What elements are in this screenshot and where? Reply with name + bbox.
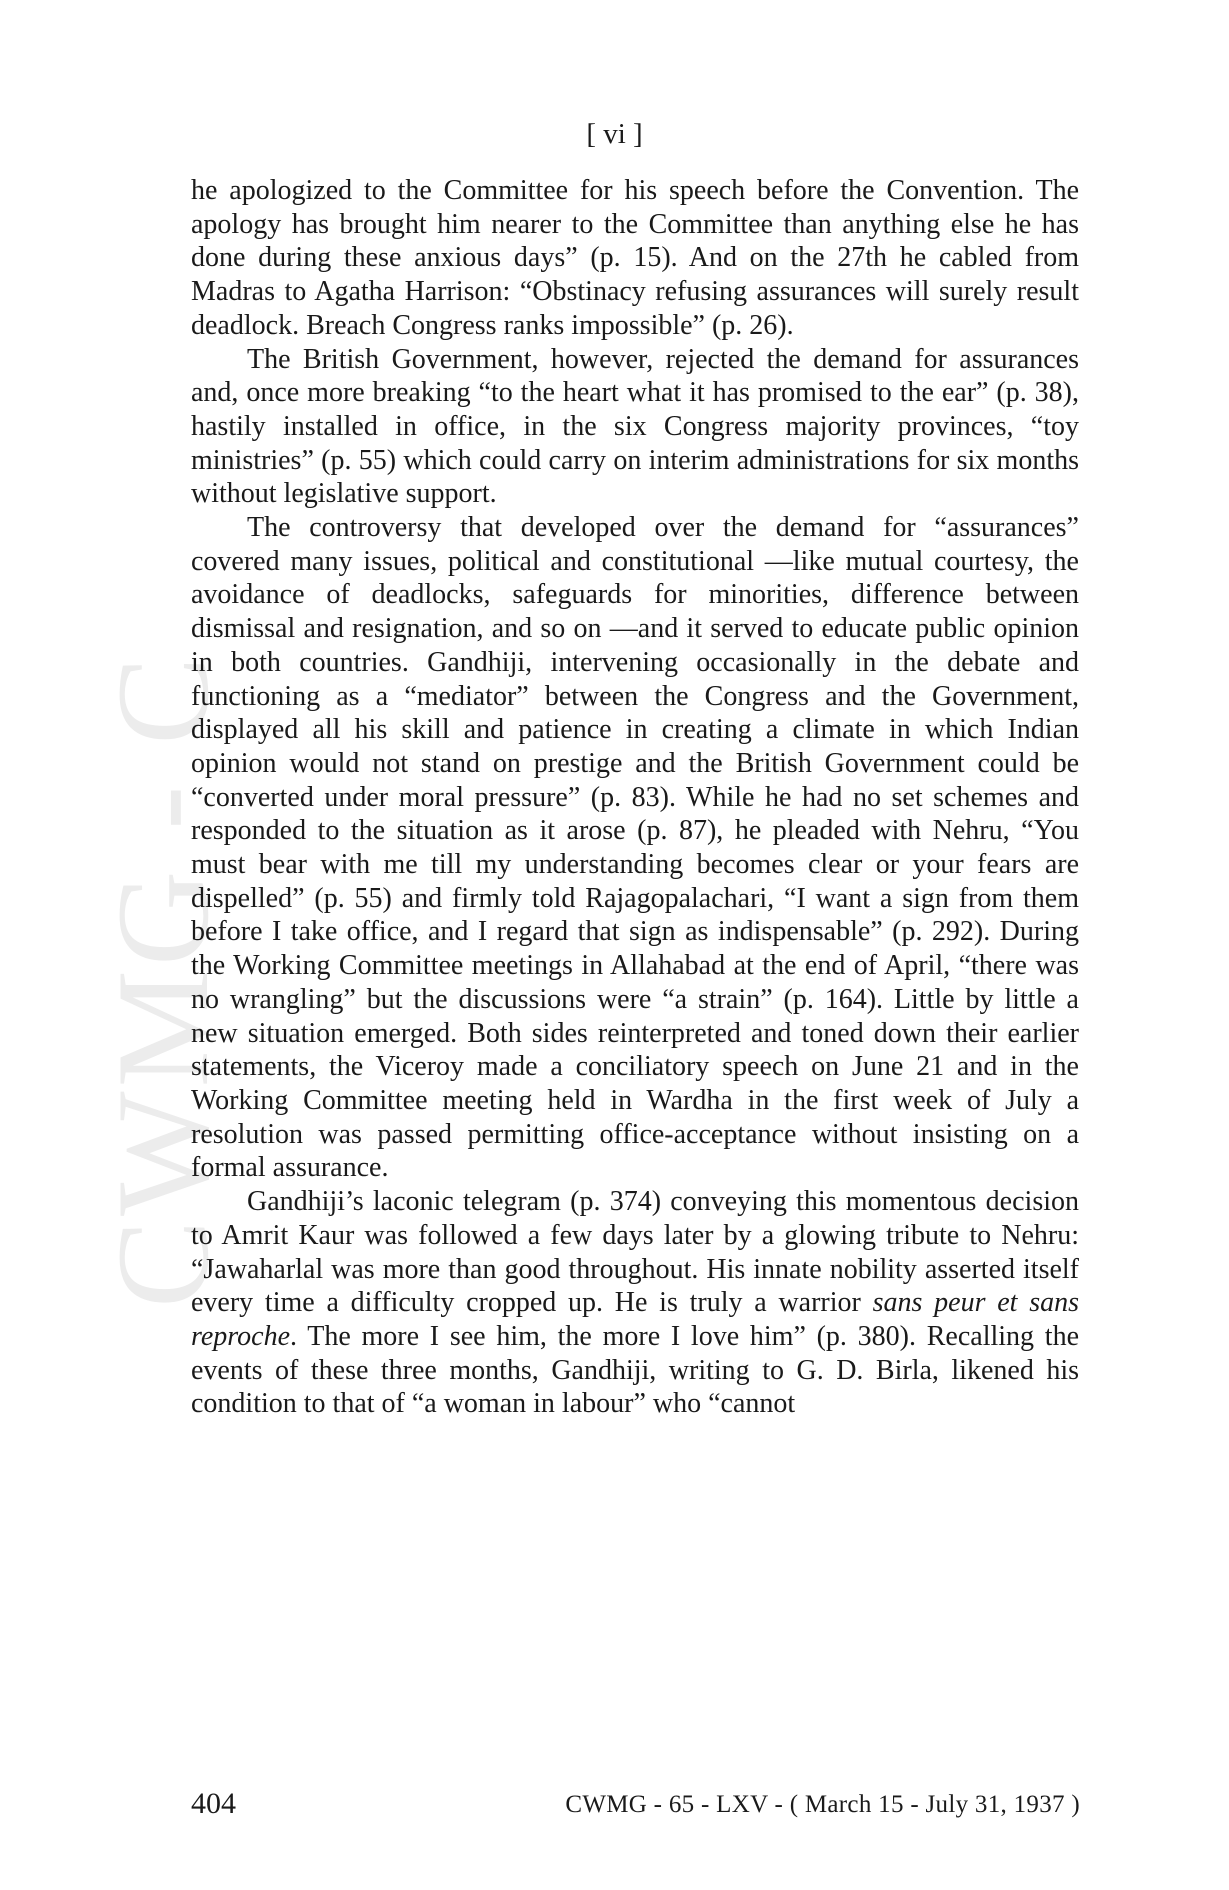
watermark: CWMG - C (89, 652, 236, 1308)
paragraph (191, 511, 1079, 1185)
source-citation: CWMG - 65 - LXV - ( March 15 - July 31, 1937 ) (565, 1791, 1080, 1818)
paragraph (191, 343, 1079, 512)
paragraph (191, 1185, 1079, 1421)
italic-phrase: sans peur et sans reproche (191, 1287, 1079, 1352)
page-number: 404 (191, 1787, 236, 1820)
text-run: The British Government, however, rejected the demand for assurances and, once more breaking “to the heart what it has promised to the ear” (p. 38), hastily installed in office, in the six Congress majority provinces, “toy ministries” (p. 55) which could carry on interim administrations for six months without legislative support. (191, 343, 1079, 510)
body-text (191, 174, 1079, 1421)
text-run: . The more I see him, the more I love him” (p. 380). Recalling the events of these three months, Gandhiji, writing to G. D. Birla, likened his condition to that of “a woman in labour” who “cannot (191, 1320, 1079, 1420)
text-run: The controversy that developed over the demand for “assurances” covered many issues, political and constitutional —like mutual courtesy, the avoidance of deadlocks, safeguards for minorities, difference between dismissal and resignation, and so on —and it served to educate public opinion in both countries. Gandhiji, intervening occasionally in the debate and functioning as a “mediator” between the Congress and the Government, displayed all his skill and patience in creating a climate in which Indian opinion would not stand on prestige and the British Government could be “converted under moral pressure” (p. 83). While he had no set schemes and responded to the situation as it arose (p. 87), he pleaded with Nehru, “You must bear with me till my understanding becomes clear or your fears are dispelled” (p. 55) and firmly told Rajagopalachari, “I want a sign from them before I take office, and I regard that sign as indispensable” (p. 292). During the Working Committee meetings in Allahabad at the end of April, “there was no wrangling” but the discussions were “a strain” (p. 164). Little by little a new situation emerged. Both sides reinterpreted and toned down their earlier statements, the Viceroy made a conciliatory speech on June 21 and in the Working Committee meeting held in Wardha in the first week of July a resolution was passed permitting office-acceptance without insisting on a formal assurance. (191, 512, 1079, 1184)
paragraph (191, 174, 1079, 343)
text-run: Gandhiji’s laconic telegram (p. 374) conveying this momentous decision to Amrit Kaur was followed a few days later by a glowing tribute to Nehru: “Jawaharlal was more than good throughout. His innate nobility asserted itself every time a difficulty cropped up. He is truly a warrior (191, 1186, 1079, 1319)
page-header-roman-numeral: [ vi ] (586, 118, 643, 150)
text-run: he apologized to the Committee for his speech before the Convention. The apology has brought him nearer to the Committee than anything else he has done during these anxious days” (p. 15). And on the 27th he cabled from Madras to Agatha Harrison: “Obstinacy refusing assurances will surely result deadlock. Breach Congress ranks impossible” (p. 26). (191, 175, 1079, 341)
